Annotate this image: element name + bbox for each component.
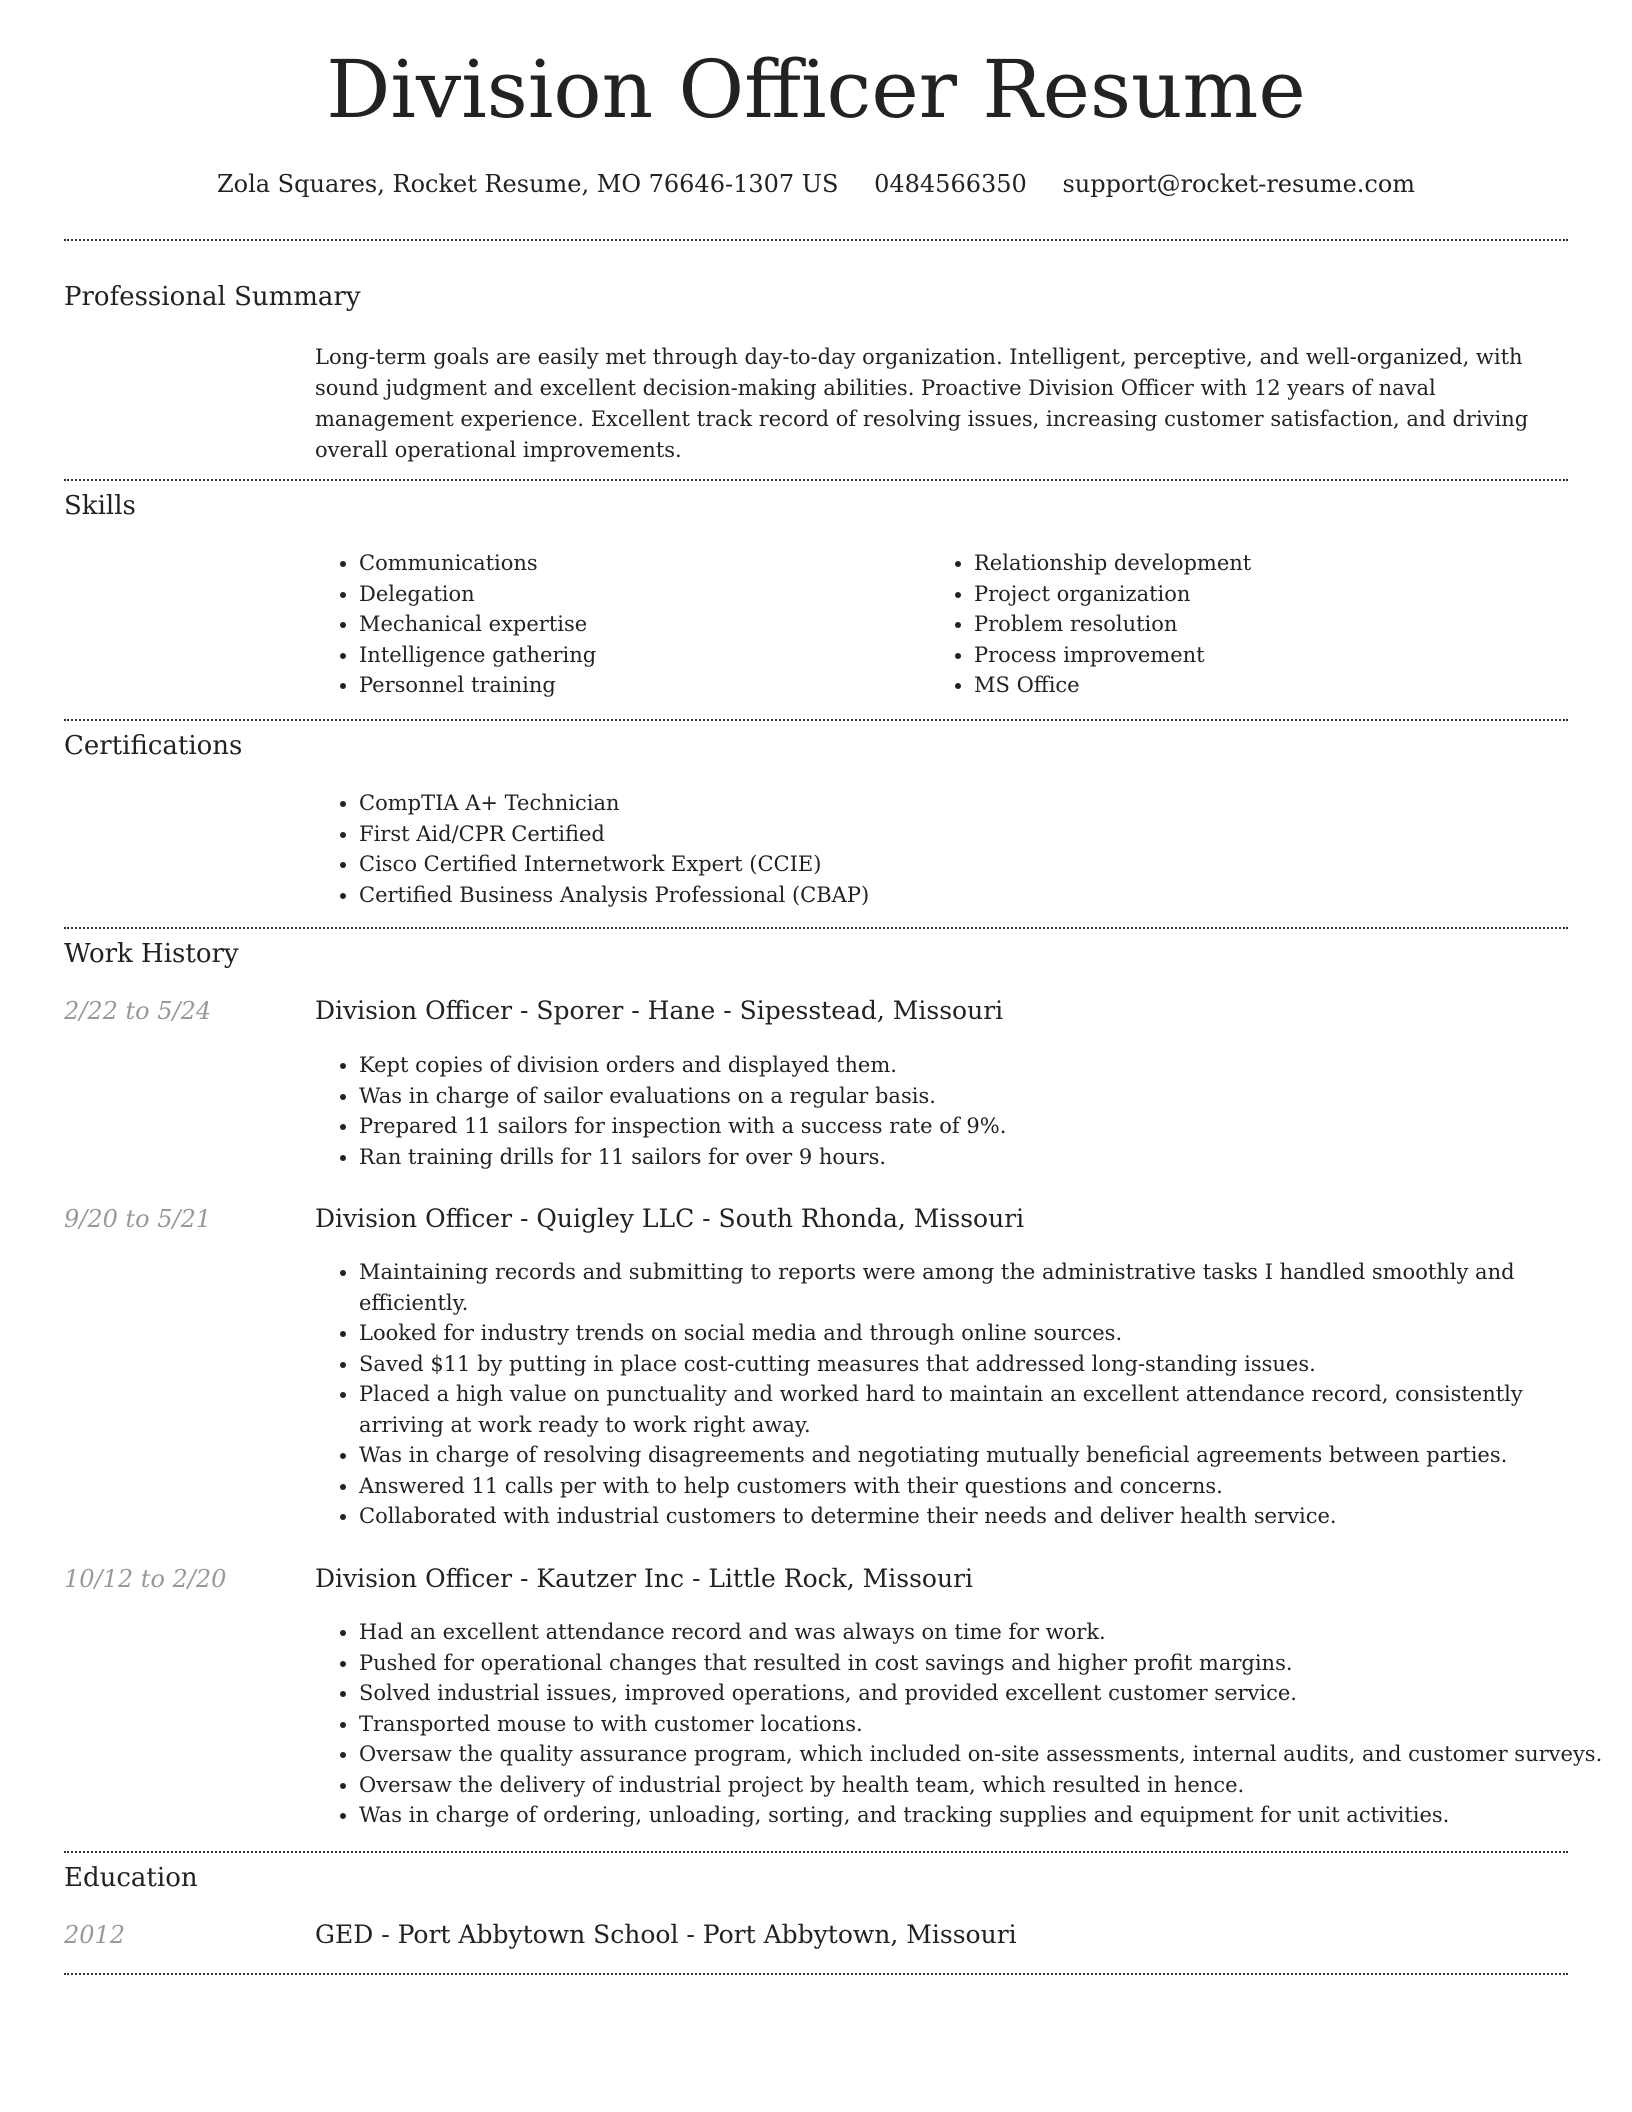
job-title: Division Officer - Quigley LLC - South Rhonda, Missouri	[315, 1204, 1025, 1233]
skill-item: • Mechanical expertise	[359, 609, 919, 640]
job-bullet: • Pushed for operational changes that resulted in cost savings and higher profit margins.	[359, 1648, 1614, 1679]
job-bullet: • Solved industrial issues, improved operations, and provided excellent customer service.	[359, 1678, 1614, 1709]
job-bullet: • Saved $11 by putting in place cost-cutting measures that addressed long-standing issues.	[359, 1349, 1614, 1380]
job-bullet: • Looked for industry trends on social media and through online sources.	[359, 1318, 1614, 1349]
contact-phone: 0484566350	[874, 170, 1027, 198]
summary-heading: Professional Summary	[64, 282, 361, 312]
summary-text: Long-term goals are easily met through day-to-day organization. Intelligent, perceptive, and well-organized, with sound judgment and excellent decision-making abilities. Proactive Division Officer with 12 years of naval management experience. Excellent track record of resolving issues, increasing customer satisfaction, and driving overall operational improvements.	[315, 345, 1529, 462]
page-title: Division Officer Resume	[326, 43, 1306, 136]
job-bullet: • Oversaw the delivery of industrial project by health team, which resulted in hence.	[359, 1770, 1614, 1801]
skill-item: • Communications	[359, 548, 919, 579]
certification-item: • Cisco Certified Internetwork Expert (CCIE)	[359, 849, 1559, 880]
job-bullet: • Oversaw the quality assurance program, which included on-site assessments, internal audits, and customer surveys.	[359, 1739, 1614, 1770]
certification-item: • First Aid/CPR Certified	[359, 819, 1559, 850]
job-dates: 10/12 to 2/20	[64, 1565, 227, 1593]
job-bullet: • Transported mouse to with customer locations.	[359, 1709, 1614, 1740]
job-bullets	[315, 1617, 1614, 1831]
job-title: Division Officer - Sporer - Hane - Sipesstead, Missouri	[315, 996, 1004, 1025]
skill-item: • Relationship development	[974, 548, 1574, 579]
education-title: GED - Port Abbytown School - Port Abbytown, Missouri	[315, 1920, 1017, 1949]
education-date: 2012	[64, 1921, 126, 1949]
skill-item: • Problem resolution	[974, 609, 1574, 640]
job-bullet: • Had an excellent attendance record and was always on time for work.	[359, 1617, 1614, 1648]
divider	[64, 1851, 1568, 1853]
certification-item: • CompTIA A+ Technician	[359, 788, 1559, 819]
education-heading: Education	[64, 1863, 198, 1893]
job-dates: 9/20 to 5/21	[64, 1205, 212, 1233]
job-bullet: • Was in charge of resolving disagreements and negotiating mutually beneficial agreements between parties.	[359, 1440, 1614, 1471]
skills-heading: Skills	[64, 491, 136, 521]
job-bullets	[315, 1257, 1614, 1532]
skill-item: • MS Office	[974, 670, 1574, 701]
work-history-heading: Work History	[64, 939, 239, 969]
job-bullet: • Prepared 11 sailors for inspection with a success rate of 9%.	[359, 1111, 1614, 1142]
divider	[64, 1973, 1568, 1975]
contact-email: support@rocket-resume.com	[1062, 170, 1416, 198]
job-bullet: • Kept copies of division orders and displayed them.	[359, 1050, 1614, 1081]
job-bullet: • Was in charge of ordering, unloading, sorting, and tracking supplies and equipment for unit activities.	[359, 1800, 1614, 1831]
job-dates: 2/22 to 5/24	[64, 997, 212, 1025]
skills-list-left	[315, 548, 919, 701]
divider	[64, 719, 1568, 721]
job-bullet: • Maintaining records and submitting to reports were among the administrative tasks I handled smoothly and efficiently.	[359, 1257, 1614, 1318]
divider	[64, 479, 1568, 481]
certifications-list	[315, 788, 1559, 910]
skills-list-right	[930, 548, 1574, 701]
certifications-heading: Certifications	[64, 731, 243, 761]
skill-item: • Personnel training	[359, 670, 919, 701]
job-bullet: • Placed a high value on punctuality and worked hard to maintain an excellent attendance record, consistently arriving at work ready to work right away.	[359, 1379, 1614, 1440]
divider	[64, 239, 1568, 241]
contact-line	[0, 170, 1632, 198]
job-bullet: • Ran training drills for 11 sailors for over 9 hours.	[359, 1142, 1614, 1173]
job-bullet: • Collaborated with industrial customers to determine their needs and deliver health service.	[359, 1501, 1614, 1532]
job-bullet: • Was in charge of sailor evaluations on a regular basis.	[359, 1081, 1614, 1112]
job-bullet: • Answered 11 calls per with to help customers with their questions and concerns.	[359, 1471, 1614, 1502]
skill-item: • Delegation	[359, 579, 919, 610]
job-title: Division Officer - Kautzer Inc - Little Rock, Missouri	[315, 1564, 974, 1593]
job-bullets	[315, 1050, 1614, 1172]
certification-item: • Certified Business Analysis Professional (CBAP)	[359, 880, 1559, 911]
divider	[64, 927, 1568, 929]
skill-item: • Project organization	[974, 579, 1574, 610]
skill-item: • Process improvement	[974, 640, 1574, 671]
contact-address: Zola Squares, Rocket Resume, MO 76646-1307 US	[216, 170, 839, 198]
skill-item: • Intelligence gathering	[359, 640, 919, 671]
